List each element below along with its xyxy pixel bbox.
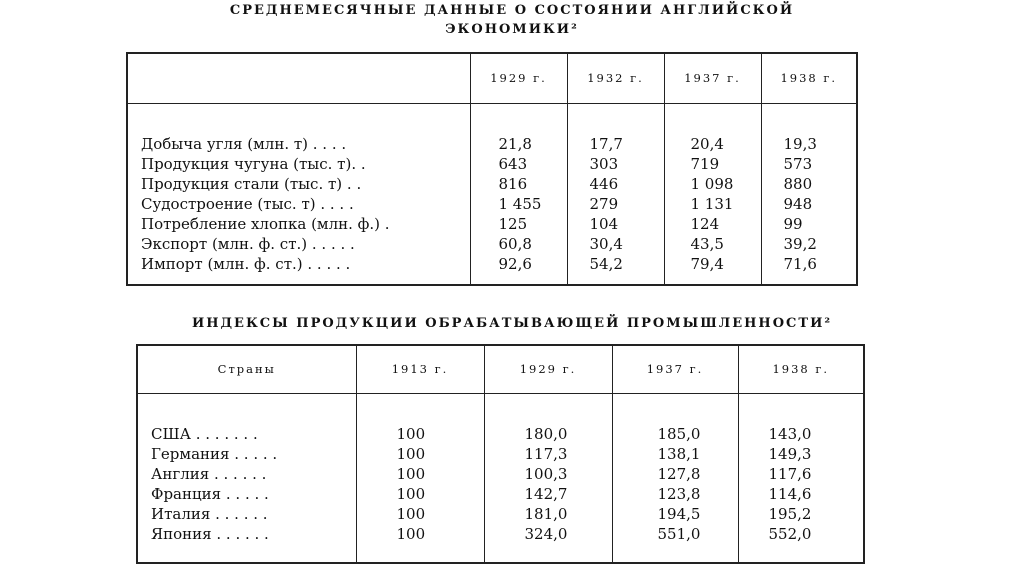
row-label: Судостроение (тыс. т) . . . .: [127, 194, 470, 214]
table-row: [127, 214, 857, 234]
row-label: Импорт (млн. ф. ст.) . . . . .: [127, 254, 470, 285]
value-cell: 719: [664, 154, 761, 174]
value-cell: 60,8: [470, 234, 567, 254]
value-cell: 125: [470, 214, 567, 234]
value-cell: 20,4: [664, 134, 761, 154]
row-label: Германия . . . . .: [137, 444, 356, 464]
value-cell: 1 131: [664, 194, 761, 214]
value-cell: 54,2: [567, 254, 664, 285]
value-cell: 100,3: [484, 464, 612, 484]
value-cell: 17,7: [567, 134, 664, 154]
table-row: [137, 484, 864, 504]
row-label: Франция . . . . .: [137, 484, 356, 504]
value-cell: 127,8: [612, 464, 738, 484]
value-cell: 880: [761, 174, 857, 194]
table-row: [127, 154, 857, 174]
row-label: Япония . . . . . .: [137, 524, 356, 563]
row-label: Добыча угля (млн. т) . . . .: [127, 134, 470, 154]
value-cell: 181,0: [484, 504, 612, 524]
value-cell: 1 098: [664, 174, 761, 194]
value-cell: 643: [470, 154, 567, 174]
row-label: Потребление хлопка (млн. ф.) .: [127, 214, 470, 234]
value-cell: 324,0: [484, 524, 612, 563]
row-label: Италия . . . . . .: [137, 504, 356, 524]
header-cell: 1913 г.: [356, 345, 484, 393]
value-cell: 30,4: [567, 234, 664, 254]
value-cell: 303: [567, 154, 664, 174]
header-cell: [127, 53, 470, 103]
table-row: [127, 254, 857, 285]
value-cell: 117,6: [738, 464, 864, 484]
value-cell: 149,3: [738, 444, 864, 464]
value-cell: 195,2: [738, 504, 864, 524]
value-cell: 143,0: [738, 424, 864, 444]
table2-title: ИНДЕКСЫ ПРОДУКЦИИ ОБРАБАТЫВАЮЩЕЙ ПРОМЫШЛЕННОСТИ²: [191, 316, 833, 331]
value-cell: 552,0: [738, 524, 864, 563]
table1-title-line1: СРЕДНЕМЕСЯЧНЫЕ ДАННЫЕ О СОСТОЯНИИ АНГЛИЙСКОЙ: [229, 3, 795, 18]
header-cell: 1938 г.: [761, 53, 857, 103]
value-cell: 446: [567, 174, 664, 194]
row-label: Экспорт (млн. ф. ст.) . . . . .: [127, 234, 470, 254]
economy-table: [126, 52, 858, 286]
row-label: Продукция чугуна (тыс. т). .: [127, 154, 470, 174]
value-cell: 39,2: [761, 234, 857, 254]
table-row: [127, 174, 857, 194]
industry-index-table: [136, 344, 865, 564]
value-cell: 816: [470, 174, 567, 194]
value-cell: 948: [761, 194, 857, 214]
header-cell: 1938 г.: [738, 345, 864, 393]
table-row: [137, 464, 864, 484]
value-cell: 104: [567, 214, 664, 234]
header-cell: 1929 г.: [484, 345, 612, 393]
value-cell: 21,8: [470, 134, 567, 154]
value-cell: 100: [356, 464, 484, 484]
header-cell: 1937 г.: [612, 345, 738, 393]
table-row: [127, 134, 857, 154]
value-cell: 43,5: [664, 234, 761, 254]
value-cell: 100: [356, 524, 484, 563]
value-cell: 185,0: [612, 424, 738, 444]
header-cell: 1932 г.: [567, 53, 664, 103]
table-row: [137, 524, 864, 563]
header-cell: 1937 г.: [664, 53, 761, 103]
header-cell: Страны: [137, 345, 356, 393]
table-row: [137, 424, 864, 444]
value-cell: 551,0: [612, 524, 738, 563]
value-cell: 279: [567, 194, 664, 214]
value-cell: 114,6: [738, 484, 864, 504]
value-cell: 71,6: [761, 254, 857, 285]
value-cell: 138,1: [612, 444, 738, 464]
value-cell: 1 455: [470, 194, 567, 214]
table-row: [137, 444, 864, 464]
table-row: [137, 504, 864, 524]
value-cell: 79,4: [664, 254, 761, 285]
value-cell: 19,3: [761, 134, 857, 154]
table-row: [127, 194, 857, 214]
row-label: США . . . . . . .: [137, 424, 356, 444]
value-cell: 100: [356, 504, 484, 524]
header-cell: 1929 г.: [470, 53, 567, 103]
value-cell: 100: [356, 484, 484, 504]
value-cell: 142,7: [484, 484, 612, 504]
value-cell: 100: [356, 444, 484, 464]
value-cell: 194,5: [612, 504, 738, 524]
value-cell: 180,0: [484, 424, 612, 444]
value-cell: 92,6: [470, 254, 567, 285]
value-cell: 117,3: [484, 444, 612, 464]
table1-title-line2: ЭКОНОМИКИ²: [445, 22, 579, 37]
table-row: [127, 234, 857, 254]
value-cell: 123,8: [612, 484, 738, 504]
row-label: Продукция стали (тыс. т) . .: [127, 174, 470, 194]
value-cell: 99: [761, 214, 857, 234]
value-cell: 100: [356, 424, 484, 444]
value-cell: 573: [761, 154, 857, 174]
value-cell: 124: [664, 214, 761, 234]
row-label: Англия . . . . . .: [137, 464, 356, 484]
